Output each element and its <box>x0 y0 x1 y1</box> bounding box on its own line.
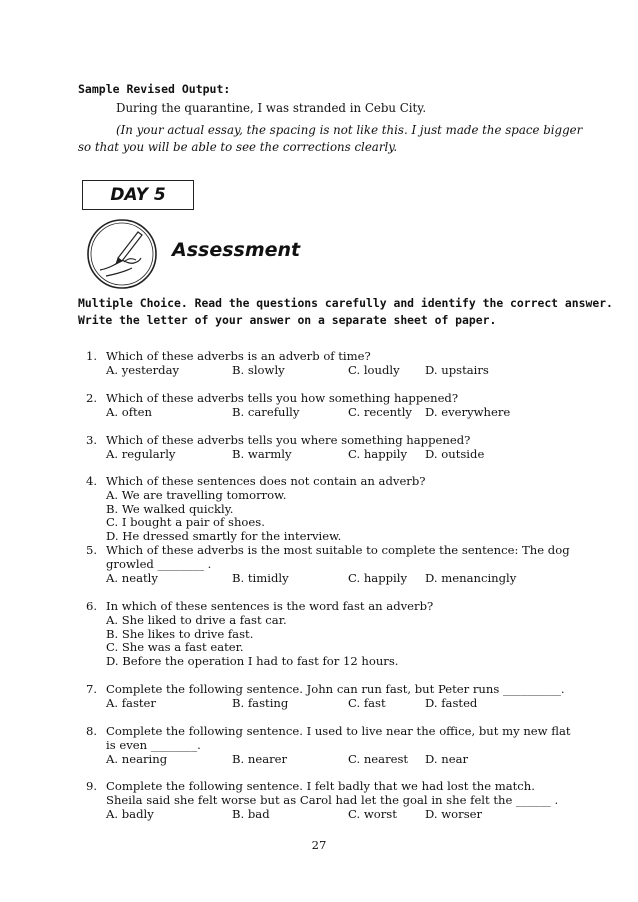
answer-option: B. fasting <box>232 695 289 710</box>
instructions-line-1: Multiple Choice. Read the questions carefully and identify the correct answer. <box>78 296 613 310</box>
answer-option: B. She likes to drive fast. <box>106 626 254 641</box>
answer-option: A. often <box>106 404 153 419</box>
question-text: Complete the following sentence. I used to live near the office, but my new flat <box>106 724 571 738</box>
question-text: Which of these sentences does not contain an adverb? <box>106 474 426 488</box>
question-text: Complete the following sentence. I felt badly that we had lost the match. <box>106 779 535 793</box>
answer-option: D. everywhere <box>425 404 511 419</box>
question-text: Sheila said she felt worse but as Carol had let the goal in she felt the ______ . <box>106 792 559 807</box>
answer-option: A. regularly <box>106 446 176 461</box>
question-number: 5. <box>86 543 98 557</box>
note-line-2: so that you will be able to see the corrections clearly. <box>78 140 398 154</box>
question-number: 4. <box>86 474 98 488</box>
answer-option: A. faster <box>106 695 156 710</box>
answer-option: D. outside <box>425 446 485 461</box>
question-number: 3. <box>86 433 98 447</box>
answer-option: D. upstairs <box>425 362 489 377</box>
question-number: 7. <box>86 682 98 696</box>
answer-option: B. We walked quickly. <box>106 501 234 516</box>
answer-option: C. I bought a pair of shoes. <box>106 515 265 530</box>
question-text: Which of these adverbs is an adverb of time? <box>106 349 371 363</box>
answer-option: B. warmly <box>232 446 292 461</box>
question-number: 2. <box>86 391 98 405</box>
answer-option: D. menancingly <box>425 570 517 585</box>
day-label-box <box>82 180 194 210</box>
answer-option: B. bad <box>232 806 270 821</box>
question-text: In which of these sentences is the word fast an adverb? <box>106 599 434 613</box>
question-text: is even ________. <box>106 737 201 752</box>
answer-option: C. happily <box>348 446 408 461</box>
answer-option: B. nearer <box>232 751 288 766</box>
answer-option: D. near <box>425 751 469 766</box>
section-title: Assessment <box>172 239 301 261</box>
pen-writing-hand-icon <box>86 218 158 290</box>
note-line-1: (In your actual essay, the spacing is not like this. I just made the space bigger <box>116 123 583 137</box>
question-text: Which of these adverbs tells you where something happened? <box>106 433 471 447</box>
question-text: growled ________ . <box>106 556 212 571</box>
page-number: 27 <box>311 838 327 852</box>
question-text: Which of these adverbs is the most suitable to complete the sentence: The dog <box>106 543 570 557</box>
answer-option: C. recently <box>348 404 412 419</box>
answer-option: A. neatly <box>106 570 158 585</box>
question-text: Complete the following sentence. John can run fast, but Peter runs __________. <box>106 682 565 696</box>
answer-option: C. nearest <box>348 751 409 766</box>
answer-option: D. fasted <box>425 695 478 710</box>
instructions-line-2: Write the letter of your answer on a separate sheet of paper. <box>78 313 497 327</box>
sample-sentence: During the quarantine, I was stranded in Cebu City. <box>116 101 427 115</box>
answer-option: A. She liked to drive a fast car. <box>106 612 287 627</box>
answer-option: A. badly <box>106 806 154 821</box>
question-number: 1. <box>86 349 98 363</box>
answer-option: B. slowly <box>232 362 285 377</box>
answer-option: D. worser <box>425 806 483 821</box>
answer-option: A. We are travelling tomorrow. <box>106 487 287 502</box>
answer-option: C. happily <box>348 570 408 585</box>
answer-option: C. loudly <box>348 362 400 377</box>
answer-option: B. carefully <box>232 404 300 419</box>
answer-option: D. He dressed smartly for the interview. <box>106 529 342 544</box>
question-number: 8. <box>86 724 98 738</box>
answer-option: C. She was a fast eater. <box>106 640 244 655</box>
answer-option: A. yesterday <box>106 362 180 377</box>
answer-option: C. fast <box>348 695 386 710</box>
question-number: 6. <box>86 599 98 613</box>
question-number: 9. <box>86 779 98 793</box>
answer-option: C. worst <box>348 806 397 821</box>
answer-option: D. Before the operation I had to fast for 12 hours. <box>106 654 399 669</box>
day-label: DAY 5 <box>110 185 166 205</box>
question-text: Which of these adverbs tells you how something happened? <box>106 391 459 405</box>
sample-output-label: Sample Revised Output: <box>78 82 231 96</box>
answer-option: A. nearing <box>106 751 168 766</box>
answer-option: B. timidly <box>232 570 289 585</box>
